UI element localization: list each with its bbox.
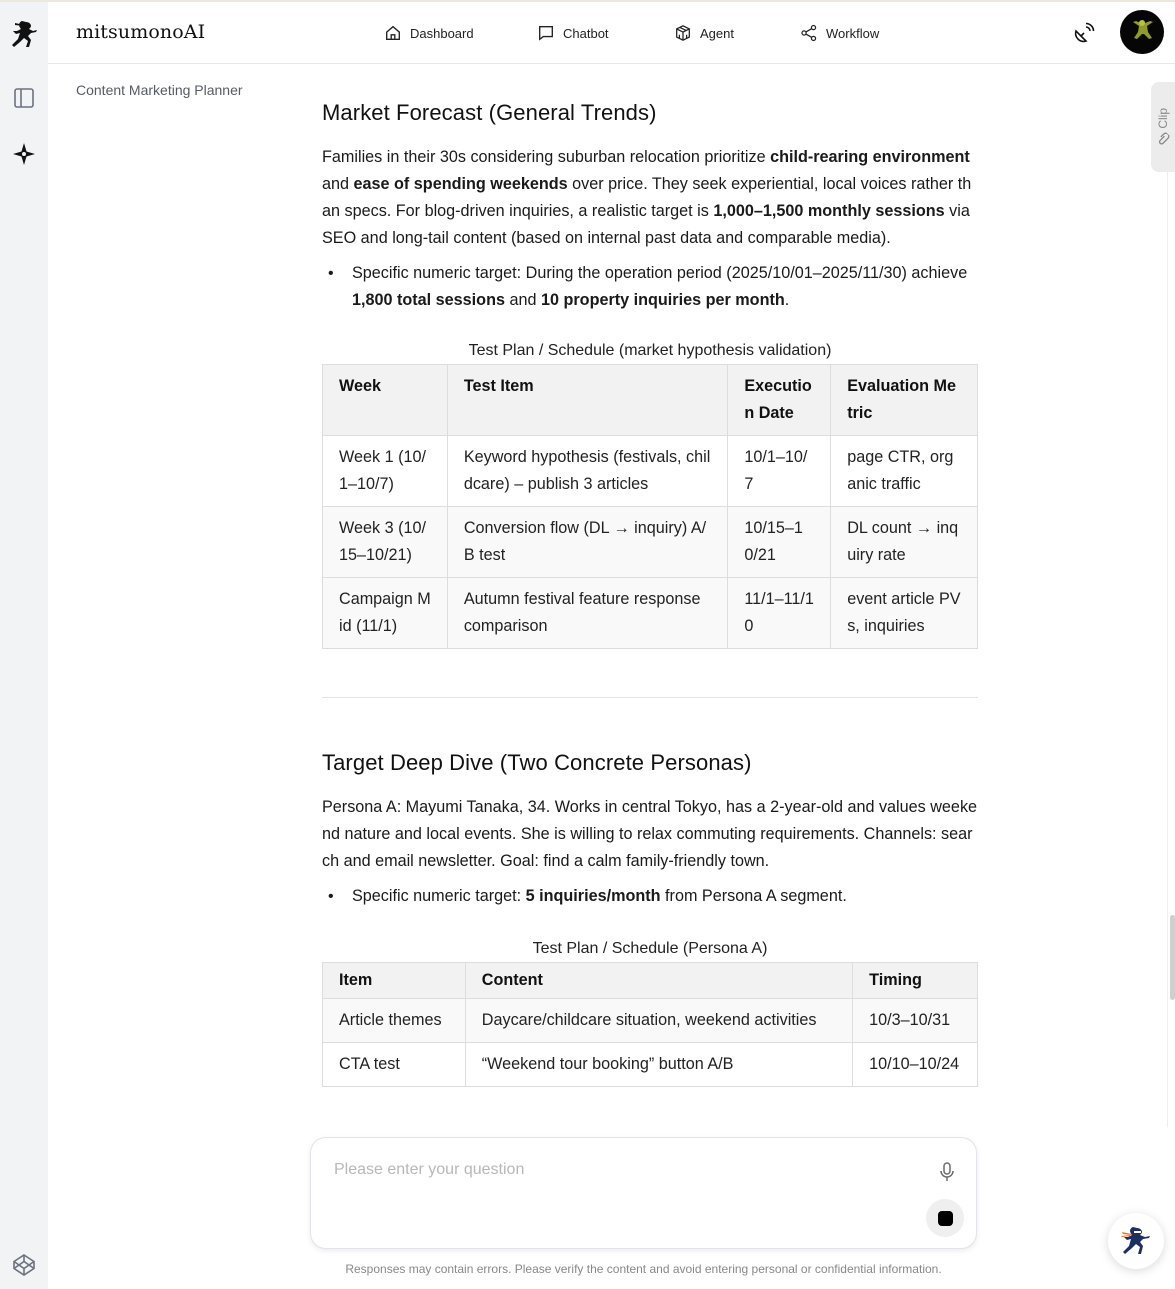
market-test-plan-table [322,364,978,649]
nav-workflow-label: Workflow [826,25,880,41]
text-run: Families in their 30s considering suburban relocation prioritize [322,148,771,166]
table-header-row [323,365,978,436]
paperclip-icon [1153,129,1173,149]
nav-dashboard[interactable] [384,2,474,64]
header-week: Week [323,365,448,436]
table-cell: 10/3–10/31 [853,999,978,1043]
table-cell: 10/15–10/21 [728,507,831,578]
section-title-market: Market Forecast (General Trends) [322,100,657,125]
table-cell: Autumn festival feature response comparison [447,578,728,649]
left-rail [0,2,48,1289]
text-run: via SEO and long-tail content (based on internal past data and comparable media). [322,202,970,247]
section-title-target: Target Deep Dive (Two Concrete Personas) [322,750,752,775]
stop-generation-button[interactable] [926,1199,964,1237]
chat-composer [310,1137,977,1249]
chat-response-content [322,100,978,1087]
clip-tab[interactable] [1151,82,1175,172]
table-cell: 10/1–10/7 [728,436,831,507]
nav-agent-label: Agent [700,25,734,41]
chat-bubble-icon [537,24,555,42]
header-timing: Timing [853,963,978,999]
ninja-logo-icon[interactable] [8,20,40,52]
bold-text: 10 property inquiries per month [540,291,785,309]
clip-label: Clip [1156,107,1170,129]
target-bullet-list [322,883,978,910]
persona-test-plan-table [322,962,978,1087]
header-content: Content [465,963,852,999]
table-cell: page CTR, organic traffic [831,436,978,507]
section-divider [322,697,978,698]
table-row [323,507,978,578]
text-run: Specific numeric target: During the operation period (2025/10/01–2025/11/30) achieve [352,264,968,282]
share-nodes-icon [800,24,818,42]
table-cell: Week 1 (10/1–10/7) [323,436,448,507]
market-bullet-list [322,260,978,314]
text-run: . [784,291,790,309]
table-cell: Daycare/childcare situation, weekend activities [465,999,852,1043]
table-cell: CTA test [323,1043,466,1087]
stop-icon [938,1211,953,1226]
nav-agent[interactable] [674,2,734,64]
bold-text: ease of spending weekends [353,175,568,193]
satellite-dish-icon[interactable] [1072,21,1096,45]
text-run: and [504,291,541,309]
table-row [323,436,978,507]
table-cell: Campaign Mid (11/1) [323,578,448,649]
header-test-item: Test Item [447,365,728,436]
nav-workflow[interactable] [800,2,879,64]
cube-icon [674,24,692,42]
text-run: over price. They seek experiential, local voices rather than specs. For blog-driven inquiries, a realistic target is [322,175,972,220]
target-bullet [322,883,978,910]
header-item: Item [323,963,466,999]
market-table-caption: Test Plan / Schedule (market hypothesis validation) [468,342,832,359]
assistant-fab-button[interactable] [1108,1213,1164,1269]
breadcrumb[interactable]: Content Marketing Planner [76,82,243,98]
codepen-cube-icon[interactable] [8,1249,40,1281]
table-cell: 11/1–11/10 [728,578,831,649]
header-evaluation-metric: Evaluation Metric [831,365,978,436]
table-cell: event article PVs, inquiries [831,578,978,649]
top-header [48,2,1175,64]
table-row [323,999,978,1043]
user-avatar[interactable] [1120,10,1164,54]
table-cell: Week 3 (10/15–10/21) [323,507,448,578]
header-execution-date: Execution Date [728,365,831,436]
text-run: Specific numeric target: [352,887,526,905]
question-input[interactable] [334,1158,894,1182]
text-run: and [322,175,354,193]
nav-dashboard-label: Dashboard [410,25,474,41]
bold-text: child-rearing environment [770,148,970,166]
sidebar-toggle-icon[interactable] [8,82,40,114]
market-bullet [322,260,978,314]
nav-chatbot-label: Chatbot [563,25,609,41]
bold-text: 1,000–1,500 monthly sessions [713,202,945,220]
table-row [323,1043,978,1087]
home-icon [384,24,402,42]
market-paragraph [322,144,978,252]
table-cell: Article themes [323,999,466,1043]
bold-text: 1,800 total sessions [352,291,505,309]
table-cell: “Weekend tour booking” button A/B [465,1043,852,1087]
bold-text: 5 inquiries/month [525,887,661,905]
text-run: from Persona A segment. [660,887,847,905]
disclaimer-text: Responses may contain errors. Please verify the content and avoid entering personal or confidential information. [345,1262,942,1276]
table-cell: DL count → inquiry rate [831,507,978,578]
table-row [323,578,978,649]
nav-chatbot[interactable] [537,2,609,64]
ninja-mascot-icon [1118,1223,1154,1259]
table-cell: Conversion flow (DL → inquiry) A/B test [447,507,728,578]
sparkle-icon[interactable] [8,138,40,170]
microphone-icon[interactable] [936,1161,958,1183]
table-cell: 10/10–10/24 [853,1043,978,1087]
persona-table-caption: Test Plan / Schedule (Persona A) [532,940,768,957]
persona-a-paragraph: Persona A: Mayumi Tanaka, 34. Works in central Tokyo, has a 2-year-old and values weekend nature and local events. She is willing to relax commuting requirements. Channels: search and email newsletter. Goal: find a calm family-friendly town. [322,798,978,870]
table-cell: Keyword hypothesis (festivals, childcare) – publish 3 articles [447,436,728,507]
table-header-row [323,963,978,999]
brand-name[interactable]: mitsumonoAI [76,21,206,43]
scrollbar-thumb[interactable] [1170,915,1175,1000]
